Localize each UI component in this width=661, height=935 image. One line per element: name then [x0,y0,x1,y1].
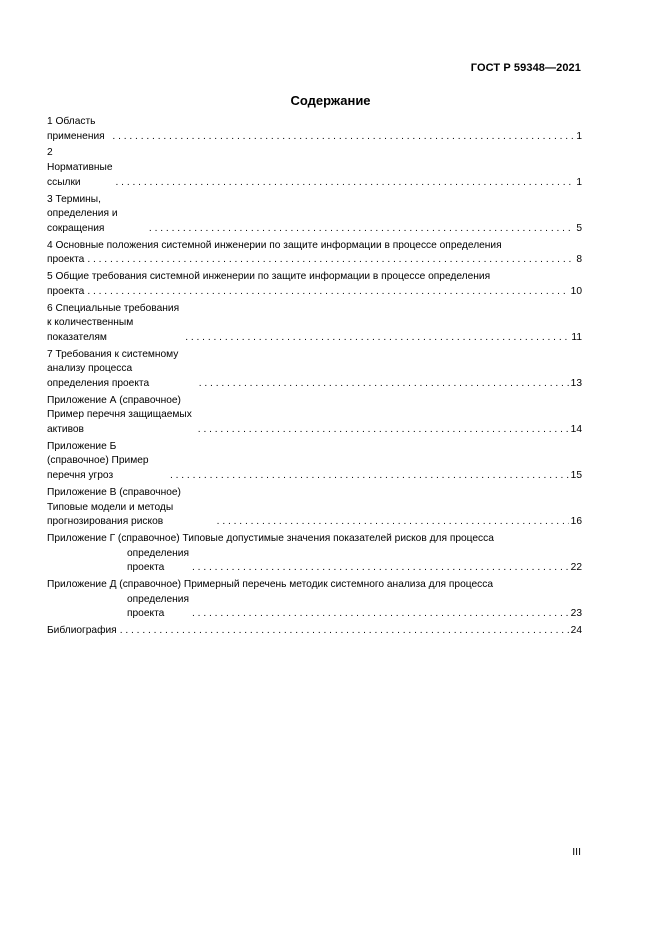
toc-entry-page: 22 [570,562,582,574]
toc-entry-text-continued: определения проекта [127,547,190,574]
toc-entry-page: 23 [570,608,582,620]
toc-entry-1[interactable] [47,115,582,144]
toc-entry-page: 11 [571,331,582,343]
toc-entry-text-continued: проекта [47,254,85,266]
toc-entry-7[interactable] [47,348,582,392]
toc-entry-2[interactable] [47,146,582,190]
dot-leader [192,607,569,622]
toc-entry-appendix-a[interactable] [47,394,582,438]
toc-entry-text: 7 Требования к системному анализу процесса определения проекта [47,348,179,389]
dot-leader [192,561,569,576]
toc-entry-appendix-v[interactable] [47,486,582,530]
toc-entry-text: 2 Нормативные ссылки [47,147,113,188]
toc-entry-page: 10 [570,285,582,297]
toc-entry-text: Приложение Д (справочное) Примерный перечень методик системного анализа для процесса [47,579,493,591]
toc-entry-5[interactable] [47,270,582,299]
page-number: III [572,846,581,858]
toc-entry-appendix-g[interactable] [47,532,582,576]
toc-entry-4[interactable] [47,239,582,268]
toc-entry-page: 14 [570,423,582,435]
toc-entry-text: Приложение А (справочное) Пример перечня защищаемых активов [47,394,192,435]
toc-entry-text-continued: проекта [47,285,85,297]
toc-entry-6[interactable] [47,302,582,346]
dot-leader [116,176,575,191]
toc-entry-text: 3 Термины, определения и сокращения [47,193,118,234]
table-of-contents [47,115,582,641]
dot-leader [87,253,574,268]
toc-title: Содержание [290,93,371,108]
toc-entry-text: Библиография [47,625,117,637]
dot-leader [120,624,569,639]
toc-entry-text: Приложение Г (справочное) Типовые допустимые значения показателей рисков для процесса [47,533,494,544]
toc-entry-appendix-b[interactable] [47,440,582,484]
toc-entry-text: Приложение В (справочное) Типовые модели и методы прогнозирования рисков [47,486,181,528]
dot-leader [198,423,569,438]
toc-entry-3[interactable] [47,193,582,237]
toc-entry-page: 15 [570,470,582,482]
toc-entry-text-continued: определения проекта [127,593,190,620]
toc-entry-text: 4 Основные положения системной инженерии по защите информации в процессе определения [47,239,502,251]
toc-entry-page: 16 [570,516,582,528]
toc-entry-page: 5 [576,222,582,234]
toc-entry-page: 8 [576,254,582,266]
toc-entry-text: 6 Специальные требования к количественным показателям [47,302,180,343]
toc-entry-page: 24 [570,625,582,637]
dot-leader [217,515,569,530]
dot-leader [87,285,568,300]
dot-leader [170,469,569,484]
toc-entry-text: 1 Область применения [47,116,105,142]
toc-entry-page: 1 [576,176,582,188]
dot-leader [112,130,574,145]
toc-entry-appendix-d[interactable] [47,578,582,622]
document-code: ГОСТ Р 59348—2021 [470,62,581,74]
toc-entry-page: 1 [576,130,582,142]
toc-entry-page: 13 [570,377,582,389]
dot-leader [185,331,569,346]
toc-entry-text: 5 Общие требования системной инженерии по защите информации в процессе определения [47,271,491,283]
dot-leader [149,222,574,237]
toc-entry-bibliography[interactable] [47,624,582,639]
toc-entry-text: Приложение Б (справочное) Пример перечня угроз [47,440,149,482]
dot-leader [199,377,569,392]
